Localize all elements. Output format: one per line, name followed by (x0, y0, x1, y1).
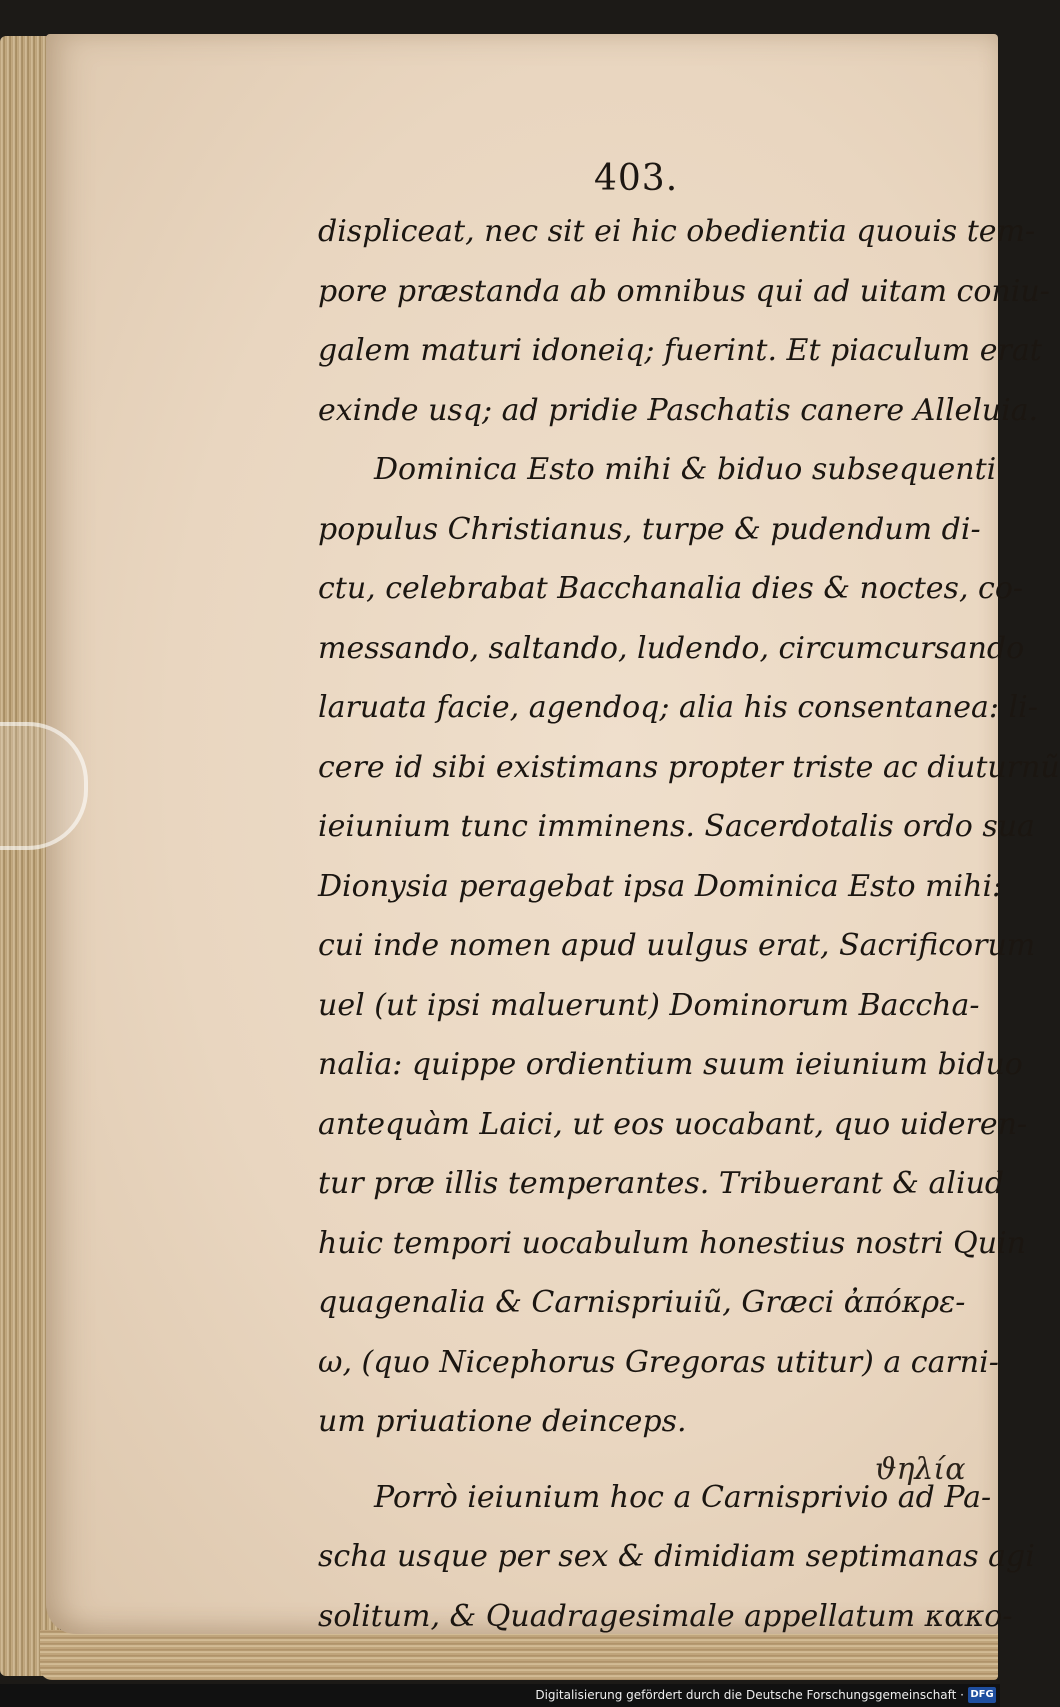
text-line: Dominica Esto mihi & biduo subsequenti (374, 452, 997, 487)
text-line: solitum, & Quadragesimale appellatum κακο- (318, 1598, 1013, 1634)
text-line: pore præstanda ab omnibus qui ad uitam coniu- (318, 273, 1050, 309)
text-line: Dionysia peragebat ipsa Dominica Esto mihi: (318, 868, 1003, 904)
page-number: 403. (594, 158, 679, 199)
text-line: ieiunium tunc imminens. Sacerdotalis ordo sua (318, 809, 1035, 844)
body-text (318, 202, 1060, 1646)
text-line: laruata facie, agendoq; alia his consentanea: li- (318, 690, 1038, 725)
text-line: ctu, celebrabat Bacchanalia dies & noctes, co- (318, 571, 1024, 606)
text-line: displiceat, nec sit ei hic obedientia quouis tem- (318, 214, 1036, 249)
text-line: exinde usq; ad pridie Paschatis canere Alleluia. (318, 392, 1039, 428)
text-line: messando, saltando, ludendo, circumcursando (318, 630, 1025, 666)
text-line: cui inde nomen apud uulgus erat, Sacrificorum (318, 928, 1036, 963)
text-line: nalia: quippe ordientium suum ieiunium biduo (318, 1047, 1023, 1082)
text-line: antequàm Laici, ut eos uocabant, quo uideren- (318, 1106, 1028, 1142)
text-line: populus Christianus, turpe & pudendum di- (318, 511, 981, 547)
text-line: Porrò ieiunium hoc a Carnisprivio ad Pa- (374, 1479, 992, 1515)
text-line: quagenalia & Carnispriuiũ, Græci ἀπόκρε- (318, 1285, 966, 1320)
text-line: cere id sibi existimans propter triste ac diuturnũ (318, 749, 1060, 785)
text-line: galem maturi idoneiq; fuerint. Et piaculum erat (318, 333, 1042, 368)
text-line: uel (ut ipsi maluerunt) Dominorum Baccha- (318, 987, 980, 1023)
marginal-note: ϑηλία (875, 1452, 966, 1487)
dfg-logo-icon: DFG (968, 1687, 996, 1703)
text-line: um priuatione deinceps. (318, 1404, 687, 1439)
text-line: scha usque per sex & dimidiam septimanas agi (318, 1539, 1035, 1574)
footer-credit: Digitalisierung gefördert durch die Deutsche Forschungsgemeinschaft · (535, 1688, 964, 1702)
text-line: huic tempori uocabulum honestius nostri Quin (318, 1225, 1026, 1261)
text-line: tur præ illis temperantes. Tribuerant & aliud (318, 1166, 1005, 1201)
text-line: ω, (quo Nicephorus Gregoras utitur) a carni- (318, 1344, 999, 1380)
